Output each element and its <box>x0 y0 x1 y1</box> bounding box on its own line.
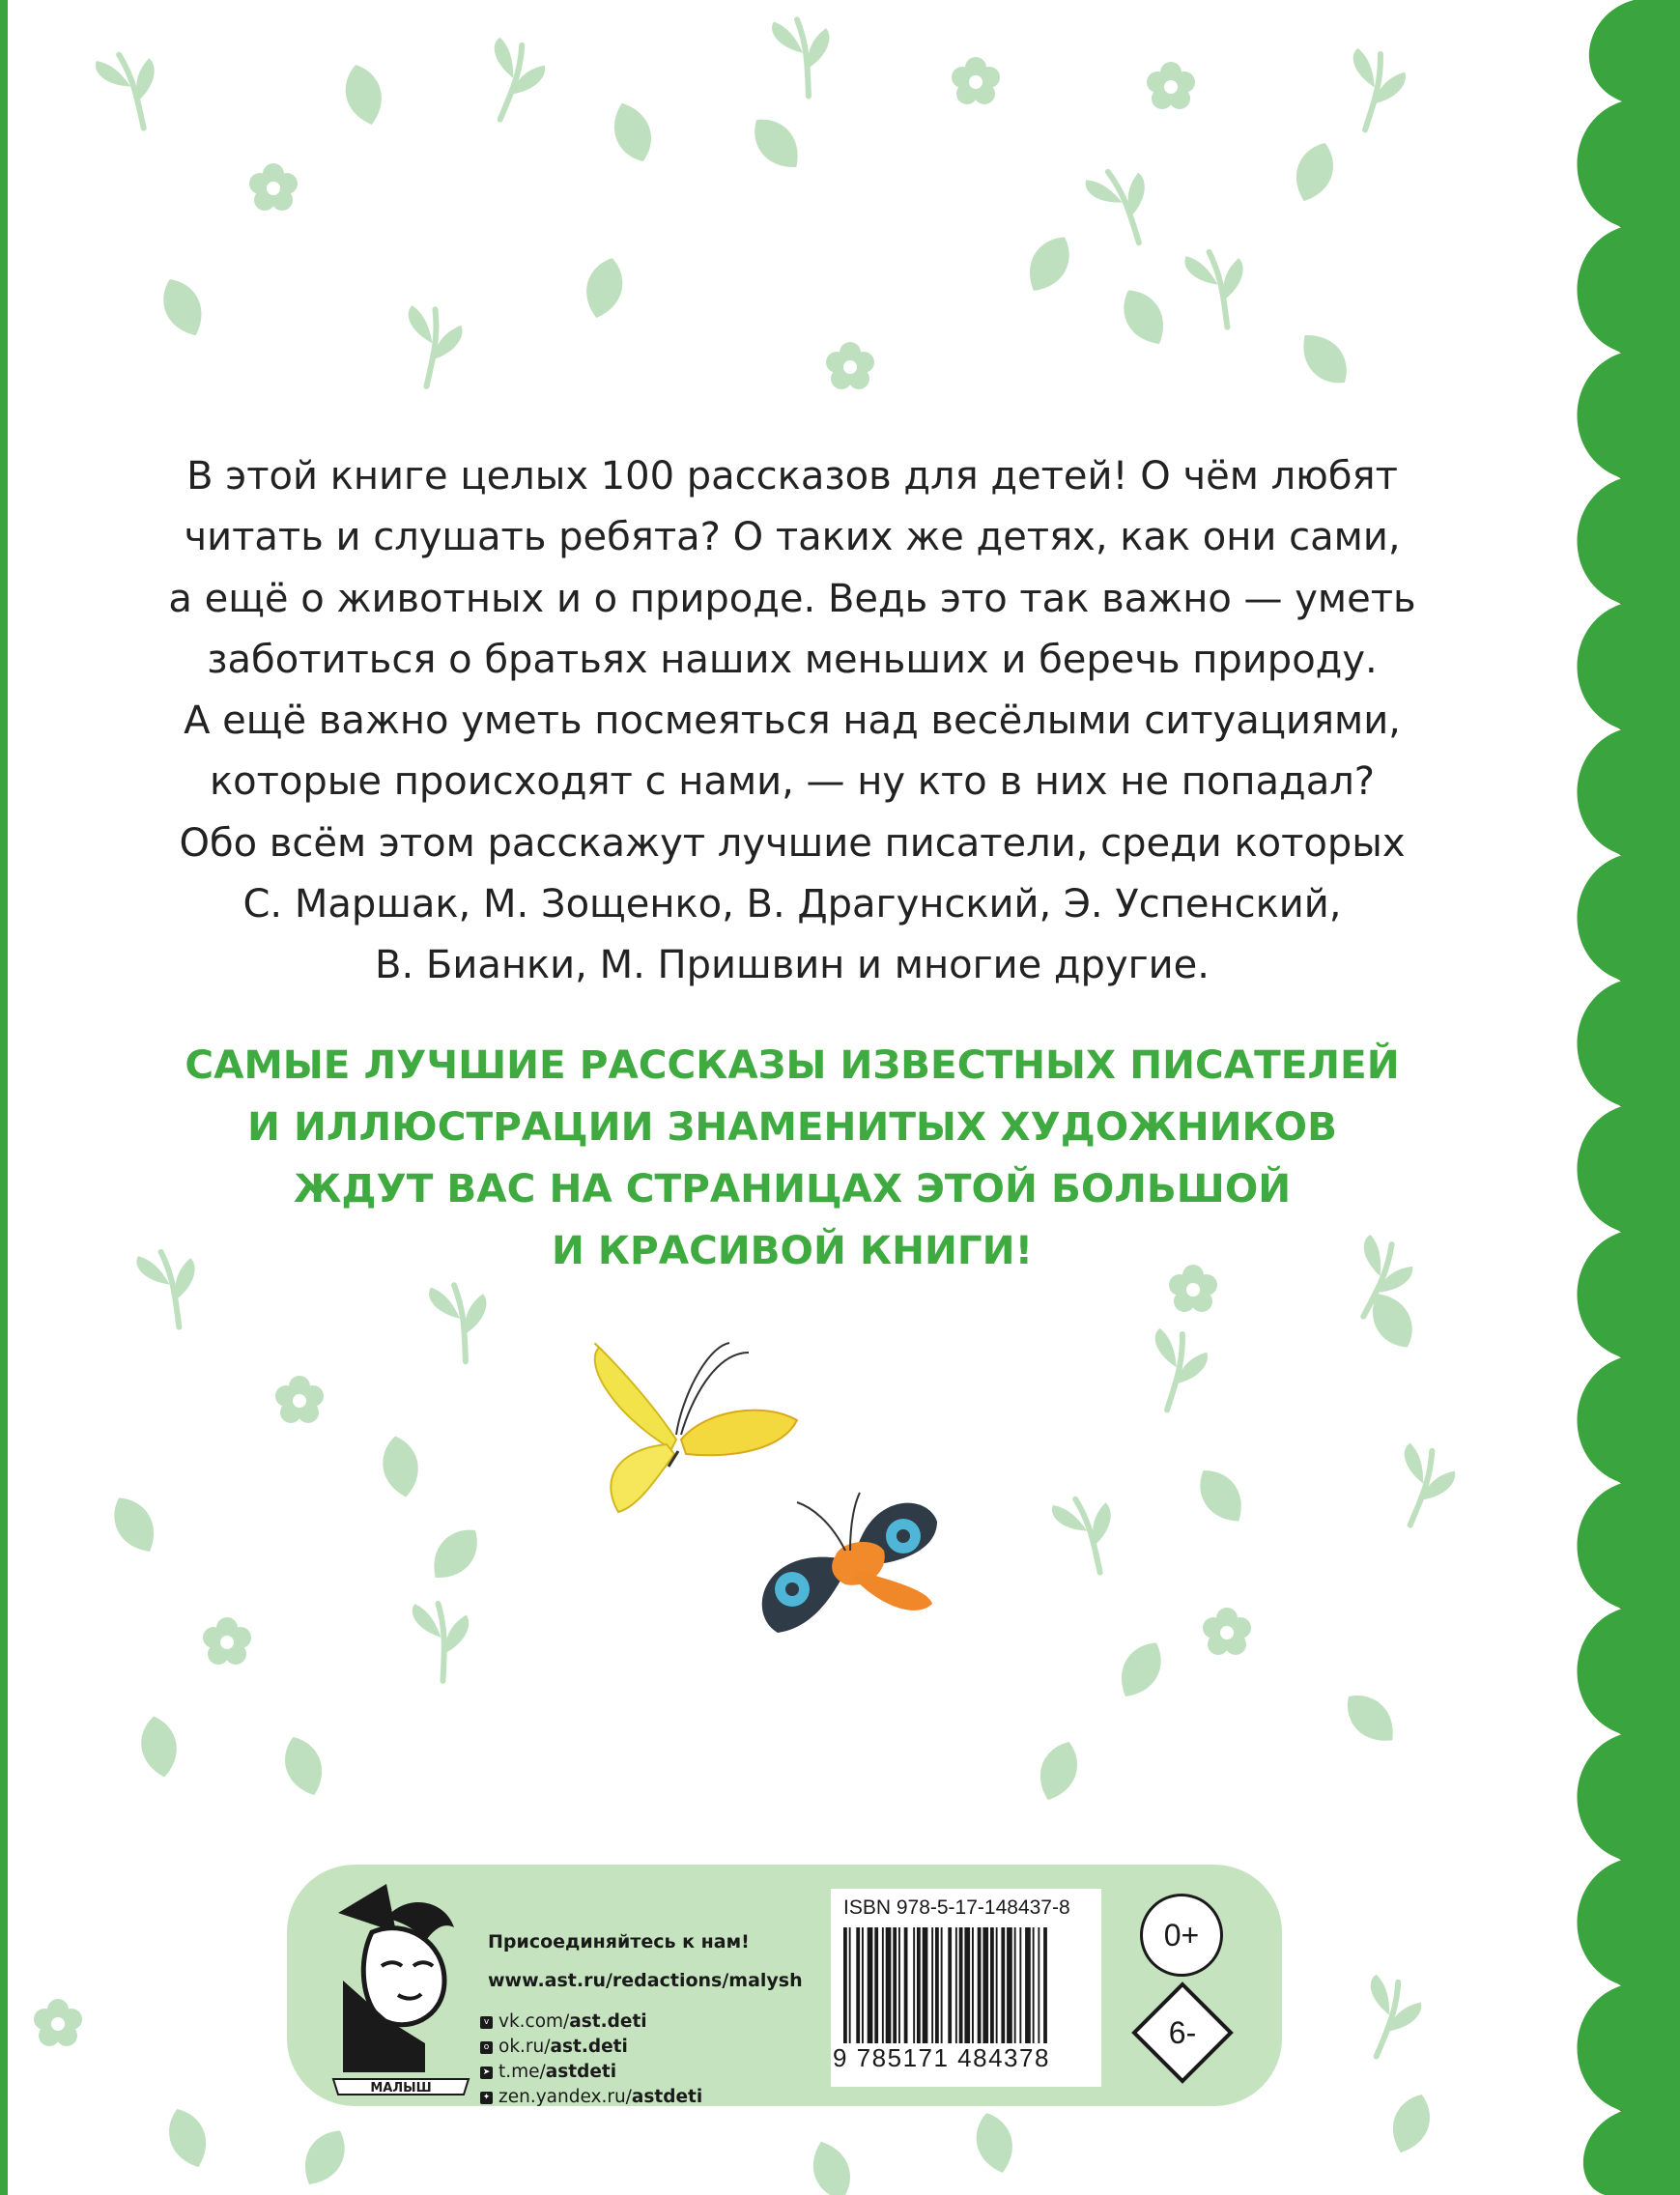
join-us-text: Присоединяйтесь к нам! <box>488 1931 750 1953</box>
intro-line: В. Бианки, М. Пришвин и многие другие. <box>375 943 1210 988</box>
age-range-badge <box>1130 1981 1235 2085</box>
intro-line: которые происходят с нами, — ну кто в них не попадал? <box>209 759 1375 805</box>
barcode-icon <box>843 1927 1090 2043</box>
intro-line: читать и слушать ребята? О таких же детях, как они сами, <box>184 515 1401 560</box>
dark-butterfly <box>762 1493 937 1633</box>
social-prefix: zen.yandex.ru/ <box>498 2087 632 2107</box>
slogan-line: И ИЛЛЮСТРАЦИИ ЗНАМЕНИТЫХ ХУДОЖНИКОВ <box>247 1103 1337 1150</box>
join-us-block <box>488 1923 803 2000</box>
ok-icon: o <box>480 2041 493 2054</box>
slogan-line: САМЫЕ ЛУЧШИЕ РАССКАЗЫ ИЗВЕСТНЫХ ПИСАТЕЛЕЙ <box>185 1041 1400 1088</box>
intro-line: В этой книге целых 100 рассказов для детей! О чём любят <box>186 454 1398 499</box>
publisher-logo-text: МАЛЫШ <box>370 2081 432 2095</box>
social-link-vk[interactable] <box>480 2010 702 2035</box>
intro-line: Обо всём этом расскажут лучшие писатели, среди которых <box>179 820 1406 866</box>
social-link-zen[interactable] <box>480 2085 702 2110</box>
social-handle: astdeti <box>545 2062 617 2082</box>
social-prefix: t.me/ <box>498 2062 546 2082</box>
social-link-ok[interactable] <box>480 2035 702 2060</box>
social-prefix: ok.ru/ <box>498 2037 551 2057</box>
intro-line: А ещё важно уметь посмеяться над весёлыми ситуациями, <box>184 698 1401 744</box>
slogan-heading <box>116 1034 1468 1281</box>
malysh-publisher-logo <box>328 1874 473 2096</box>
intro-line: заботиться о братьях наших меньших и беречь природу. <box>207 637 1378 682</box>
social-links <box>480 2010 702 2110</box>
age-rating-badge: 0+ <box>1140 1894 1223 1977</box>
social-link-telegram[interactable] <box>480 2060 702 2085</box>
telegram-icon: ➤ <box>480 2067 493 2079</box>
slogan-line: ЖДУТ ВАС НА СТРАНИЦАХ ЭТОЙ БОЛЬШОЙ <box>293 1165 1292 1212</box>
age-range-text: 6- <box>1168 2015 1197 2050</box>
intro-text <box>116 446 1468 997</box>
intro-line: С. Маршак, М. Зощенко, В. Драгунский, Э. Успенский, <box>242 882 1342 927</box>
slogan-line: И КРАСИВОЙ КНИГИ! <box>551 1227 1034 1273</box>
yellow-butterfly <box>595 1343 797 1512</box>
social-handle: astdeti <box>631 2087 703 2107</box>
website-link[interactable]: www.ast.ru/redactions/malysh <box>488 1970 803 1991</box>
social-handle: ast.deti <box>569 2011 647 2032</box>
zen-icon: ✦ <box>480 2092 493 2104</box>
isbn-label: ISBN 978-5-17-148437-8 <box>843 1896 1070 1919</box>
vk-icon: v <box>480 2016 493 2029</box>
intro-line: а ещё о животных и о природе. Ведь это так важно — уметь <box>168 576 1416 621</box>
barcode-digits: 9 785171 484378 <box>833 2043 1050 2072</box>
social-handle: ast.deti <box>550 2037 628 2057</box>
scalloped-right-edge <box>1554 0 1680 2195</box>
social-prefix: vk.com/ <box>498 2011 570 2032</box>
